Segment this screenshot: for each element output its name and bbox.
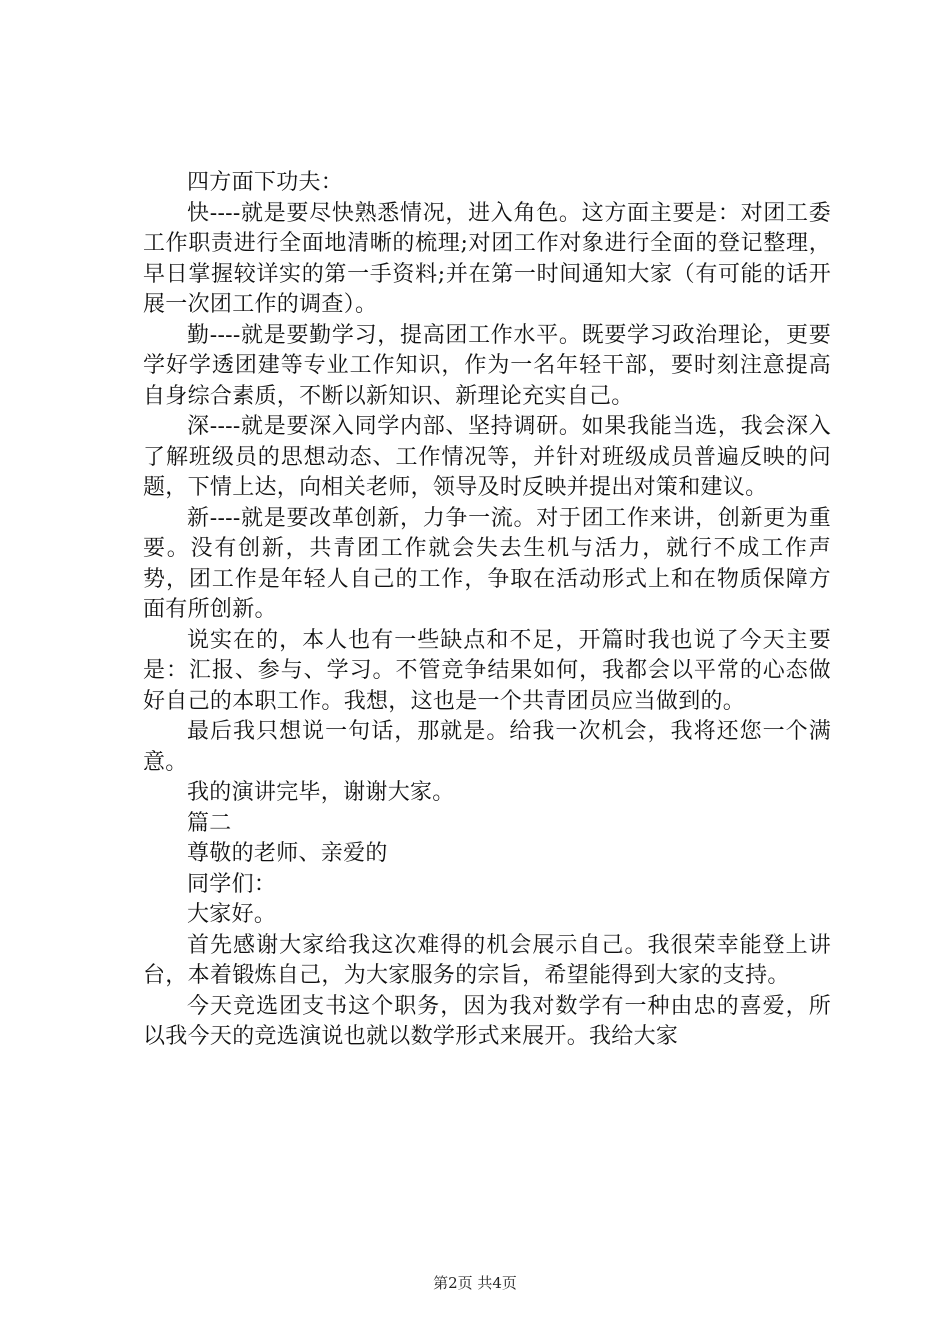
page-number-footer: 第2页 共4页 (433, 1274, 517, 1292)
paragraph-campaign: 今天竞选团支书这个职务，因为我对数学有一种由忠的喜爱，所以我今天的竞选演说也就以数学形式来展开。我给大家 (143, 993, 831, 1049)
document-body (143, 168, 831, 1053)
salutation-line-2: 同学们： (187, 871, 277, 897)
paragraph-intro: 四方面下功夫： (187, 170, 344, 195)
paragraph-shen: 深----就是要深入同学内部、坚持调研。如果我能当选，我会深入了解班级员的思想动态、工作情况等，并针对班级成员普遍反映的问题，下情上达，向相关老师，领导及时反映并提出对策和建议。 (143, 414, 831, 500)
paragraph-kuai: 快----就是要尽快熟悉情况，进入角色。这方面主要是：对团工委工作职责进行全面地清晰的梳理;对团工作对象进行全面的登记整理，早日掌握较详实的第一手资料;并在第一时间通知大家（有可能的话开展一次团工作的调查）。 (143, 200, 831, 317)
section-heading: 篇二 (187, 810, 232, 836)
paragraph-shortcomings: 说实在的，本人也有一些缺点和不足，开篇时我也说了今天主要是：汇报、参与、学习。不管竞争结果如何，我都会以平常的心态做好自己的本职工作。我想，这也是一个共青团员应当做到的。 (143, 627, 831, 714)
paragraph-xin: 新----就是要改革创新，力争一流。对于团工作来讲，创新更为重要。没有创新，共青团工作就会失去生机与活力，就行不成工作声势，团工作是年轻人自己的工作，争取在活动形式上和在物质保障方面有所创新。 (143, 505, 831, 622)
salutation-line-1: 尊敬的老师、亲爱的 (187, 841, 388, 866)
paragraph-gratitude: 首先感谢大家给我这次难得的机会展示自己。我很荣幸能登上讲台，本着锻炼自己，为大家服务的宗旨，希望能得到大家的支持。 (143, 932, 831, 988)
greeting: 大家好。 (187, 902, 277, 927)
paragraph-qin: 勤----就是要勤学习，提高团工作水平。既要学习政治理论，更要学好学透团建等专业工作知识，作为一名年轻干部，要时刻注意提高自身综合素质，不断以新知识、新理论充实自己。 (143, 322, 831, 409)
paragraph-thanks: 我的演讲完毕，谢谢大家。 (187, 780, 455, 805)
paragraph-closing-wish: 最后我只想说一句话，那就是。给我一次机会，我将还您一个满意。 (143, 719, 831, 775)
